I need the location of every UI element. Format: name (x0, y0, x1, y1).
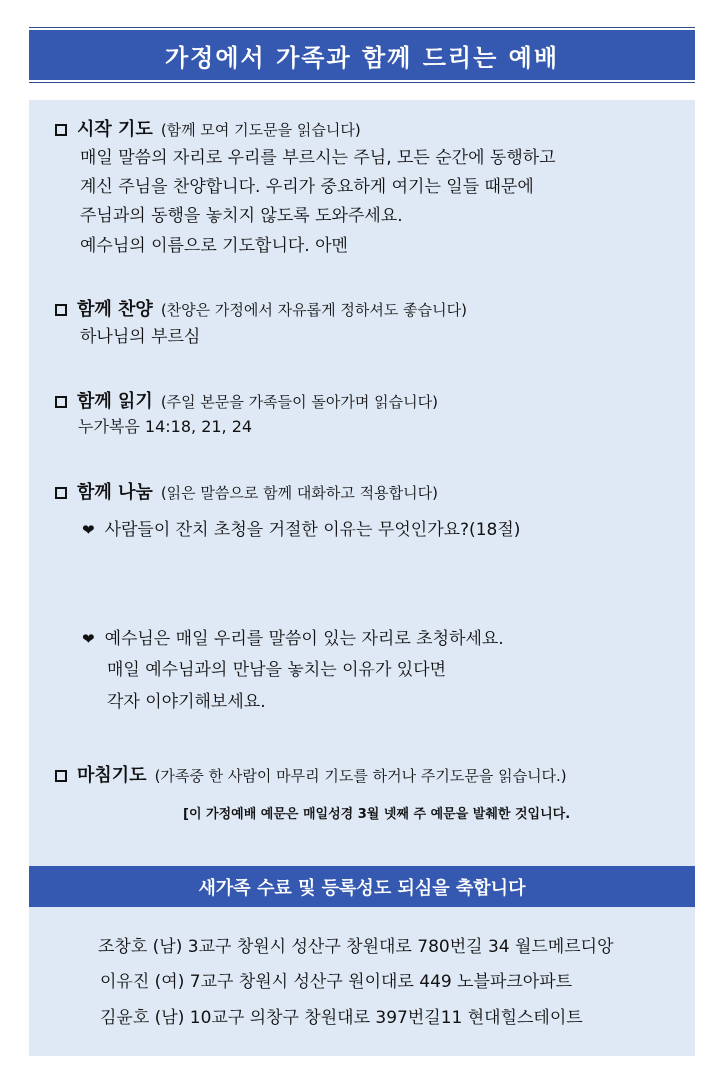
title-rule-bottom (29, 82, 695, 83)
question-text: 사람들이 잔치 초청을 거절한 이유는 무엇인가요?(18절) (104, 520, 521, 540)
member-entry: 김윤호 (남) 10교구 의창구 창원대로 397번길11 현대힐스테이트 (100, 1008, 583, 1028)
title-rule-top (29, 27, 695, 28)
discussion-question-1 (82, 518, 520, 542)
section-title: 함께 읽기 (77, 391, 153, 412)
question-line: 매일 예수님과의 만남을 놓치는 이유가 있다면 (107, 660, 447, 680)
question-line: 각자 이야기해보세요. (107, 692, 266, 712)
prayer-line: 주님과의 동행을 놓치지 않도록 도와주세요. (80, 206, 403, 226)
heart-icon: ❤ (82, 630, 95, 648)
question-text: 예수님은 매일 우리를 말씀이 있는 자리로 초청하세요. (104, 629, 504, 649)
prayer-line: 매일 말씀의 자리로 우리를 부르시는 주님, 모든 순간에 동행하고 (80, 148, 556, 168)
discussion-question-2 (82, 627, 504, 651)
checkbox-icon (55, 396, 67, 408)
checkbox-icon (55, 770, 67, 782)
section-note: (함께 모여 기도문을 읽습니다) (160, 121, 361, 139)
section-note: (찬양은 가정에서 자유롭게 정하셔도 좋습니다) (160, 301, 467, 319)
prayer-line: 예수님의 이름으로 기도합니다. 아멘 (80, 236, 348, 256)
welcome-banner: 새가족 수료 및 등록성도 되심을 축합니다 (29, 866, 695, 907)
section-opening-heading (55, 117, 361, 143)
section-sharing-heading (55, 480, 438, 506)
checkbox-icon (55, 487, 67, 499)
heart-icon: ❤ (82, 521, 95, 539)
section-title: 마침기도 (77, 765, 147, 786)
source-note: [이 가정예배 예문은 매일성경 3월 넷째 주 예문을 발췌한 것입니다. (183, 807, 571, 822)
section-note: (주일 본문을 가족들이 돌아가며 읽습니다) (160, 393, 438, 411)
section-closing-heading (55, 763, 567, 789)
section-note: (읽은 말씀으로 함께 대화하고 적용합니다) (160, 484, 438, 502)
section-praise-heading (55, 297, 467, 323)
checkbox-icon (55, 124, 67, 136)
scripture-passage: 누가복음 14:18, 21, 24 (78, 417, 253, 436)
praise-song: 하나님의 부르심 (80, 327, 201, 347)
checkbox-icon (55, 304, 67, 316)
prayer-line: 계신 주님을 찬양합니다. 우리가 중요하게 여기는 일들 때문에 (80, 177, 534, 197)
section-title: 함께 찬양 (77, 299, 153, 320)
section-reading-heading (55, 389, 438, 415)
section-title: 시작 기도 (77, 119, 153, 140)
page-title: 가정에서 가족과 함께 드리는 예배 (29, 30, 695, 80)
section-title: 함께 나눔 (77, 482, 153, 503)
section-note: (가족중 한 사람이 마무리 기도를 하거나 주기도문을 읽습니다.) (154, 767, 567, 785)
member-entry: 조창호 (남) 3교구 창원시 성산구 창원대로 780번길 34 월드메르디앙 (98, 937, 614, 957)
member-entry: 이유진 (여) 7교구 창원시 성산구 원이대로 449 노블파크아파트 (100, 972, 573, 992)
